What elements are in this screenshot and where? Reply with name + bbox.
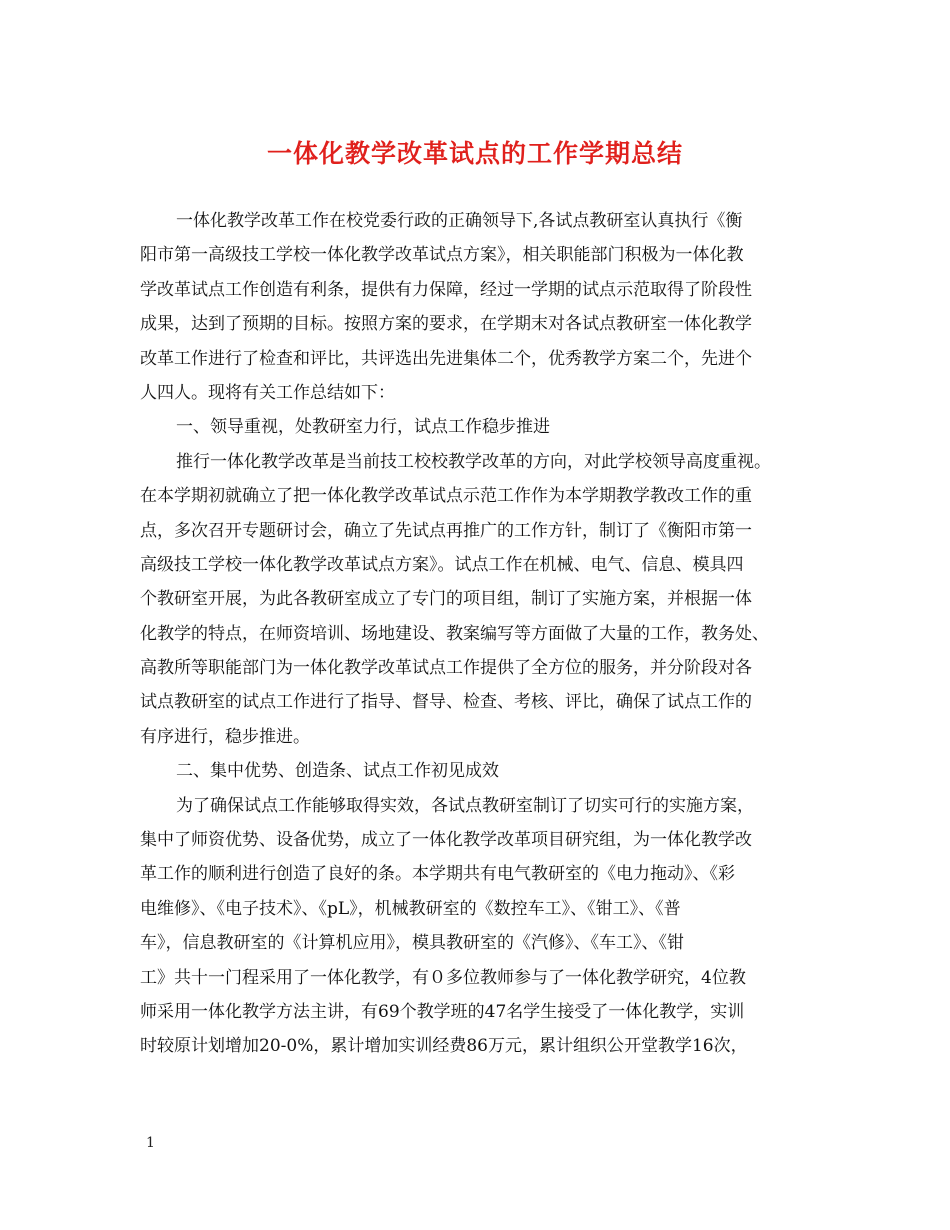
body-line: 师采用一体化教学方法主讲，有69个教学班的47名学生接受了一体化教学，实训 <box>140 1001 745 1022</box>
body-line: 革工作的顺利进行创造了良好的条。本学期共有电气教研室的《电力拖动》、《彩 <box>140 864 735 885</box>
body-line: 集中了师资优势、设备优势，成立了一体化教学改革项目研究组，为一体化教学改 <box>140 830 752 851</box>
body-line: 阳市第一高级技工学校一体化教学改革试点方案》，相关职能部门积极为一体化教 <box>140 245 744 266</box>
document-body <box>140 204 826 1064</box>
body-line: 在本学期初就确立了把一体化教学改革试点示范工作作为本学期教学教改工作的重 <box>140 486 752 507</box>
body-line: 车》，信息教研室的《计算机应用》，模具教研室的《汽修》、《车工》、《钳 <box>140 933 684 954</box>
body-line: 有序进行，稳步推进。 <box>140 726 310 747</box>
section-heading: 一、领导重视，处教研室力行，试点工作稳步推进 <box>176 417 550 438</box>
section-heading: 二、集中优势、创造条、试点工作初见成效 <box>176 761 499 782</box>
body-line: 高级技工学校一体化教学改革试点方案》。试点工作在机械、电气、信息、模具四 <box>140 554 744 575</box>
body-line: 电维修》、《电子技术》、《pL》，机械教研室的《数控车工》、《钳工》、《普 <box>140 898 681 919</box>
body-line: 人四人。现将有关工作总结如下： <box>140 382 395 403</box>
body-line: 成果，达到了预期的目标。按照方案的要求，在学期末对各试点教研室一体化教学 <box>140 314 752 335</box>
body-line: 试点教研室的试点工作进行了指导、督导、检查、考核、评比，确保了试点工作的 <box>140 692 752 713</box>
body-line: 时较原计划增加20-0%，累计增加实训经费86万元，累计组织公开堂教学16次， <box>140 1036 748 1057</box>
page-number: 1 <box>146 1135 155 1151</box>
body-line: 为了确保试点工作能够取得实效，各试点教研室制订了切实可行的实施方案， <box>176 795 754 816</box>
body-line: 改革工作进行了检查和评比，共评选出先进集体二个，优秀教学方案二个，先进个 <box>140 348 752 369</box>
body-line: 点，多次召开专题研讨会，确立了先试点再推广的工作方针，制订了《衡阳市第一 <box>140 520 752 541</box>
body-line: 化教学的特点，在师资培训、场地建设、教案编写等方面做了大量的工作，教务处、 <box>140 623 769 644</box>
body-line: 学改革试点工作创造有利条，提供有力保障，经过一学期的试点示范取得了阶段性 <box>140 279 752 300</box>
document-title: 一体化教学改革试点的工作学期总结 <box>266 139 683 168</box>
body-line: 高教所等职能部门为一体化教学改革试点工作提供了全方位的服务，并分阶段对各 <box>140 658 752 679</box>
body-line: 工》共十一门程采用了一体化教学，有０多位教师参与了一体化教学研究，4位教 <box>140 967 746 988</box>
body-line: 推行一体化教学改革是当前技工校校教学改革的方向，对此学校领导高度重视。 <box>176 451 771 472</box>
body-line: 个教研室开展，为此各教研室成立了专门的项目组，制订了实施方案，并根据一体 <box>140 589 752 610</box>
body-line: 一体化教学改革工作在校党委行政的正确领导下,各试点教研室认真执行《衡 <box>176 211 743 231</box>
